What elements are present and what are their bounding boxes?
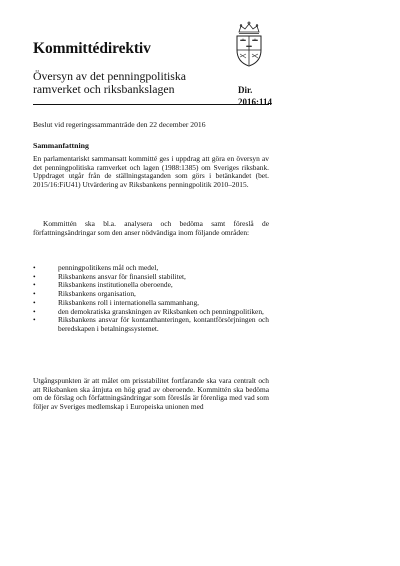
list-item-text: Riksbankens organisation, (58, 289, 136, 299)
decision-line: Beslut vid regeringssammanträde den 22 december 2016 (33, 120, 206, 129)
bullet-icon: • (33, 306, 36, 316)
list-item-text: penningpolitikens mål och medel, (58, 263, 159, 272)
list-item (33, 316, 269, 333)
header-divider (33, 104, 269, 105)
document-type-heading: Kommittédirektiv (33, 40, 151, 57)
list-item-text: Riksbankens ansvar för kontanthanteringen, kontantförsörjningen och beredskapen i betalningssystemet. (58, 315, 269, 333)
bullet-icon: • (33, 297, 36, 307)
bullet-icon: • (33, 289, 36, 299)
bullet-icon: • (33, 263, 36, 272)
paragraph-3: Utgångspunkten är att målet om prisstabilitet fortfarande ska vara centralt och att Riksbanken ska åtnjuta en hög grad av oberoende. Kommittén ska bedöma om de förslag och författningsändringar som föreslås är förenliga med vad som följer av Sveriges medlemskap i Europeiska unionen med (33, 376, 269, 412)
directive-title: Översyn av det penningpolitiska ramverket och riksbankslagen (33, 69, 187, 96)
bullet-list (33, 264, 269, 334)
list-item-text: den demokratiska granskningen av Riksbanken och penningpolitiken, (58, 306, 264, 316)
bullet-icon: • (33, 280, 36, 290)
dir-number: 2016:114 (238, 97, 273, 107)
bullet-icon: • (33, 315, 36, 325)
list-item-text: Riksbankens roll i internationella sammanhang, (58, 297, 200, 307)
bullet-icon: • (33, 271, 36, 281)
section-heading: Sammanfattning (33, 141, 89, 150)
swedish-coat-of-arms-icon (231, 20, 267, 68)
dir-label: Dir. (238, 85, 253, 95)
list-item-text: Riksbankens ansvar för finansiell stabilitet, (58, 271, 186, 281)
paragraph-1: En parlamentariskt sammansatt kommitté ges i uppdrag att göra en översyn av det penningpolitiska ramverket och lagen (1988:1385) om Sveriges riksbank. Uppdraget utgår från de ställningstaganden som görs i betänkandet (bet. 2015/16:FiU41) Utvärdering av Riksbankens penningpolitik 2010–2015. (33, 154, 269, 190)
paragraph-2: Kommittén ska bl.a. analysera och bedöma samt föreslå de författningsändringar som den anser nödvändiga inom följande områden: (33, 219, 269, 237)
list-item-text: Riksbankens institutionella oberoende, (58, 280, 173, 290)
